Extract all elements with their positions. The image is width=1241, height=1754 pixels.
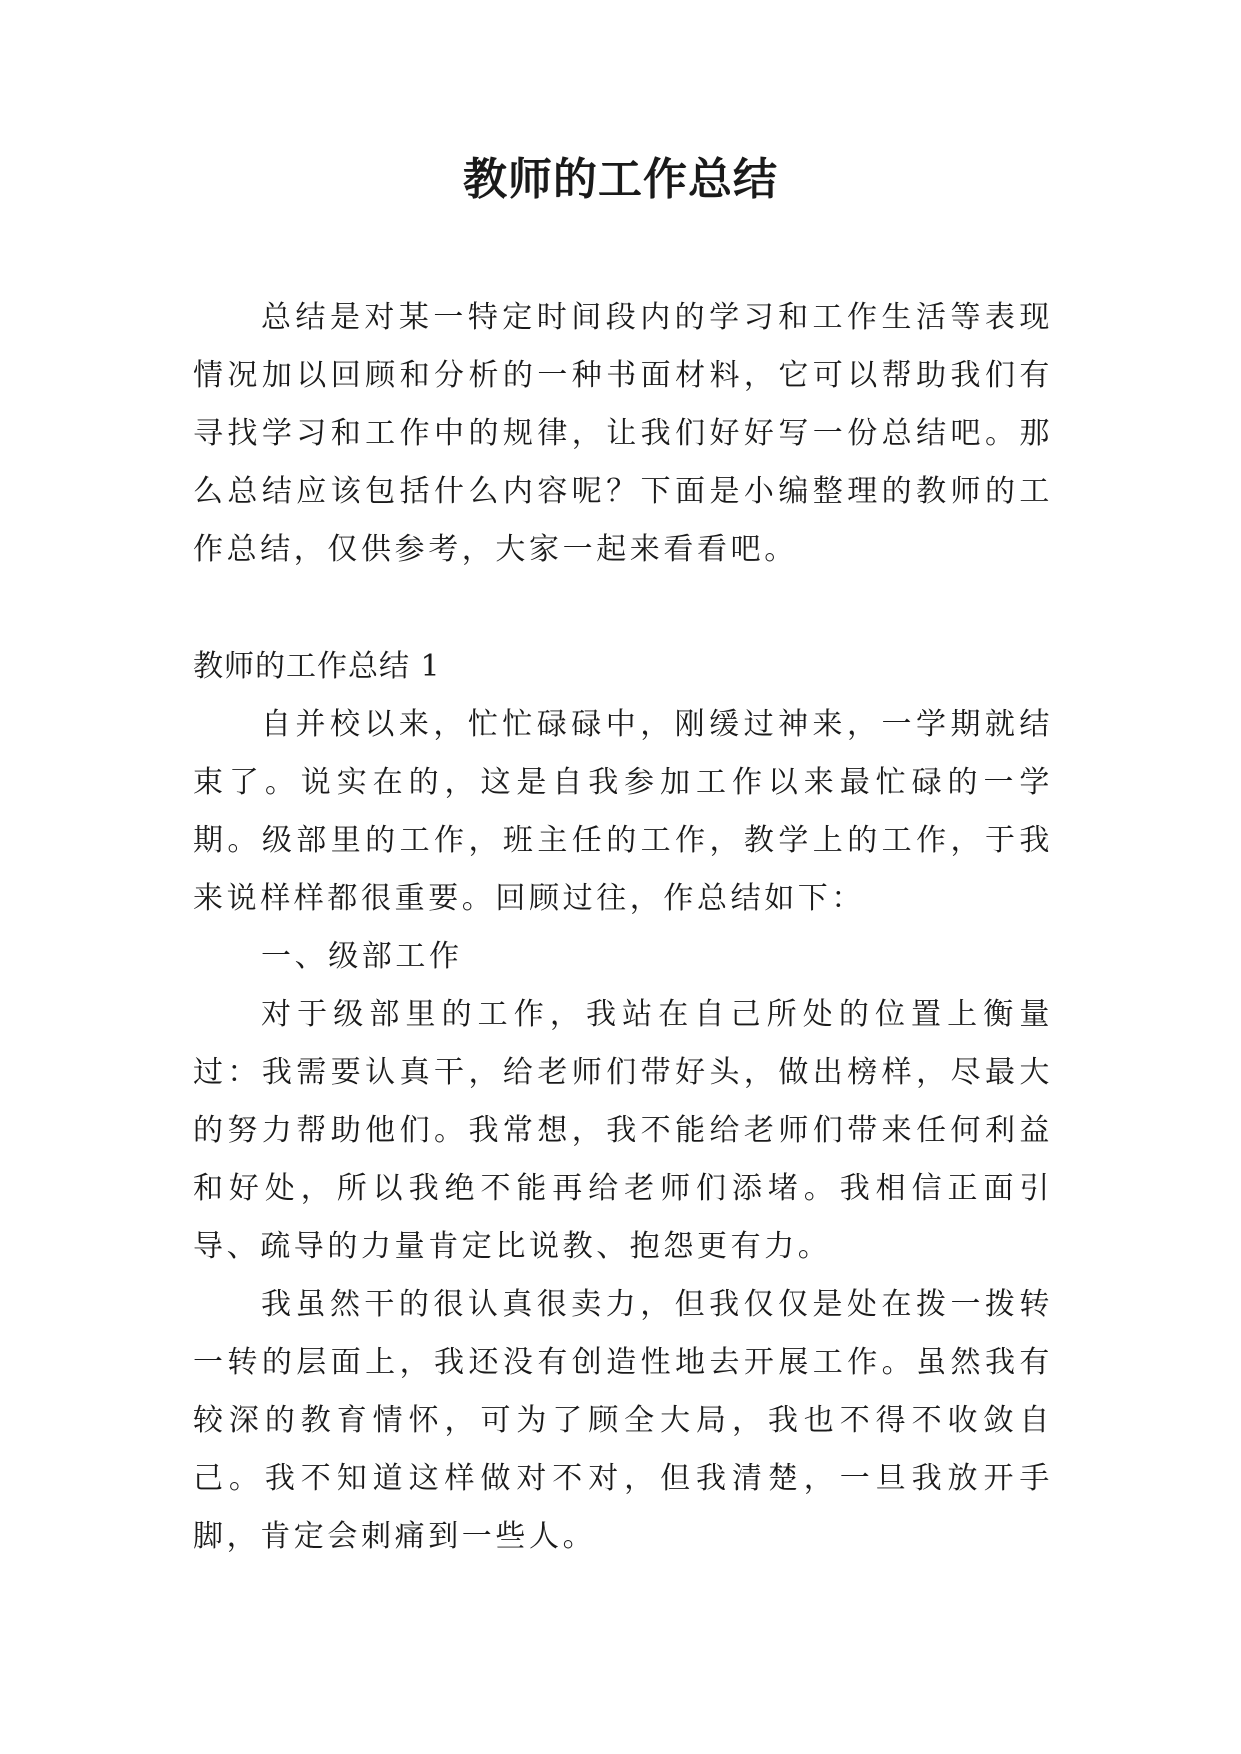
document-title: 教师的工作总结 [463,154,778,205]
section-paragraph-1: 自并校以来，忙忙碌碌中，刚缓过神来，一学期就结束了。说实在的，这是自我参加工作以来最忙碌的一学期。级部里的工作，班主任的工作，教学上的工作，于我来说样样都很重要。回顾过往，作总结如下： [193,707,1053,916]
section-paragraph-2: 对于级部里的工作，我站在自己所处的位置上衡量过：我需要认真干，给老师们带好头，做出榜样，尽最大的努力帮助他们。我常想，我不能给老师们带来任何利益和好处，所以我绝不能再给老师们添堵。我相信正面引导、疏导的力量肯定比说教、抱怨更有力。 [193,997,1053,1264]
section-paragraph-3: 我虽然干的很认真很卖力，但我仅仅是处在拨一拨转一转的层面上，我还没有创造性地去开展工作。虽然我有较深的教育情怀，可为了顾全大局，我也不得不收敛自己。我不知道这样做对不对，但我清楚，一旦我放开手脚，肯定会刺痛到一些人。 [193,1287,1053,1554]
section-heading: 教师的工作总结 1 [193,649,441,684]
intro-paragraph: 总结是对某一特定时间段内的学习和工作生活等表现情况加以回顾和分析的一种书面材料，它可以帮助我们有寻找学习和工作中的规律，让我们好好写一份总结吧。那么总结应该包括什么内容呢？下面是小编整理的教师的工作总结，仅供参考，大家一起来看看吧。 [193,300,1053,567]
intro-section [193,289,1053,579]
subsection-heading: 一、级部工作 [261,939,463,974]
section-1 [193,638,1053,1566]
